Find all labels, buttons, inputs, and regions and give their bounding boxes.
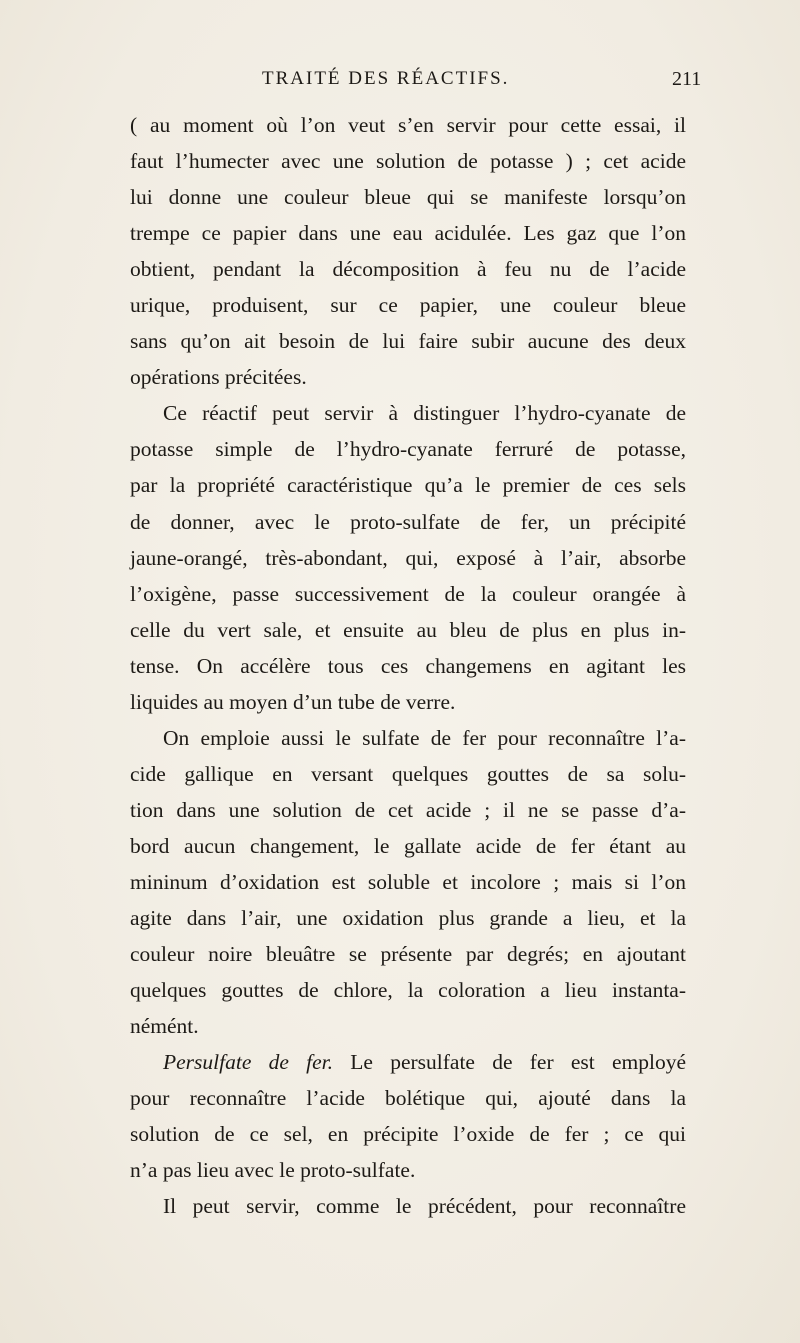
text-line: urique, produisent, sur ce papier, une couleur bleue bbox=[130, 293, 686, 318]
text-line: némént. bbox=[130, 1014, 199, 1039]
text-line: Ce réactif peut servir à distinguer l’hydro-cyanate de bbox=[163, 401, 686, 426]
text-line: pour reconnaître l’acide bolétique qui, ajouté dans la bbox=[130, 1086, 686, 1111]
text-line: agite dans l’air, une oxidation plus grande a lieu, et la bbox=[130, 906, 686, 931]
page-header bbox=[0, 60, 800, 100]
text-line: opérations précitées. bbox=[130, 365, 307, 390]
section-heading-persulfate: Persulfate de fer. bbox=[163, 1050, 334, 1075]
text-line: sans qu’on ait besoin de lui faire subir aucune des deux bbox=[130, 329, 686, 354]
text-line: mininum d’oxidation est soluble et incolore ; mais si l’on bbox=[130, 869, 686, 894]
text-line: ( au moment où l’on veut s’en servir pour cette essai, il bbox=[130, 113, 686, 137]
text-line: solution de ce sel, en précipite l’oxide de fer ; ce qui bbox=[130, 1122, 686, 1147]
text-line: obtient, pendant la décomposition à feu nu de l’acide bbox=[130, 257, 686, 282]
text-line: bord aucun changement, le gallate acide de fer étant au bbox=[130, 833, 686, 858]
text-line bbox=[130, 1044, 686, 1080]
text-line: quelques gouttes de chlore, la coloration a lieu instanta- bbox=[130, 978, 686, 1003]
text-line: lui donne une couleur bleue qui se manifeste lorsqu’on bbox=[130, 185, 686, 210]
text-line: l’oxigène, passe successivement de la couleur orangée à bbox=[130, 581, 686, 606]
text-line: jaune-orangé, très-abondant, qui, exposé à l’air, absorbe bbox=[130, 545, 686, 570]
text-line: par la propriété caractéristique qu’a le premier de ces sels bbox=[130, 473, 686, 498]
text-line: Il peut servir, comme le précédent, pour reconnaître bbox=[163, 1194, 686, 1219]
text-line: On emploie aussi le sulfate de fer pour reconnaître l’a- bbox=[163, 725, 686, 750]
text-line: trempe ce papier dans une eau acidulée. Les gaz que l’on bbox=[130, 221, 686, 246]
text-line: de donner, avec le proto-sulfate de fer, un précipité bbox=[130, 509, 686, 534]
text-line: couleur noire bleuâtre se présente par degrés; en ajoutant bbox=[130, 942, 686, 967]
text-line: liquides au moyen d’un tube de verre. bbox=[130, 689, 456, 714]
text-fragment: Le persulfate de fer est employé bbox=[350, 1050, 686, 1075]
page-number: 211 bbox=[672, 68, 702, 90]
text-line: tion dans une solution de cet acide ; il ne se passe d’a- bbox=[130, 797, 686, 822]
text-line: cide gallique en versant quelques gouttes de sa solu- bbox=[130, 761, 686, 786]
running-title: TRAITÉ DES RÉACTIFS. bbox=[262, 68, 510, 89]
text-line: celle du vert sale, et ensuite au bleu de plus en plus in- bbox=[130, 617, 686, 642]
text-line: n’a pas lieu avec le proto-sulfate. bbox=[130, 1158, 416, 1183]
text-line: tense. On accélère tous ces changemens en agitant les bbox=[130, 653, 686, 678]
text-line: potasse simple de l’hydro-cyanate ferruré de potasse, bbox=[130, 437, 686, 462]
body-text bbox=[130, 107, 686, 1224]
text-line: faut l’humecter avec une solution de potasse ) ; cet acide bbox=[130, 149, 686, 174]
